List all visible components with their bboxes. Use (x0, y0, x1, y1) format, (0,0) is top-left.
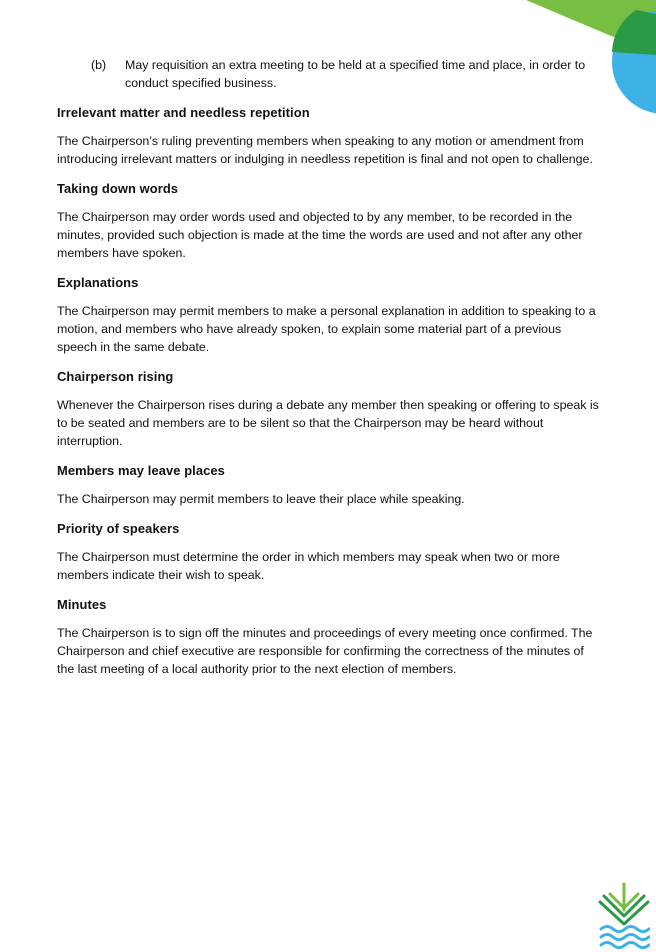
document-body (57, 56, 602, 678)
council-logo-icon (598, 880, 650, 950)
heading-members-leave-places: Members may leave places (57, 463, 225, 478)
list-item-text: May requisition an extra meeting to be held at a specified time and place, in order to conduct specified business. (125, 58, 586, 90)
heading-irrelevant-matter: Irrelevant matter and needless repetition (57, 105, 310, 120)
paragraph-minutes: The Chairperson is to sign off the minutes and proceedings of every meeting once confirmed. The Chairperson and chief executive are responsible for confirming the correctness of the minutes of the last meeting of a local authority prior to the next election of members. (57, 626, 593, 676)
paragraph-taking-down-words: The Chairperson may order words used and objected to by any member, to be recorded in the minutes, provided such objection is made at the time the words are used and not after any other members have spoken. (57, 210, 583, 260)
heading-priority-of-speakers: Priority of speakers (57, 521, 180, 536)
heading-taking-down-words: Taking down words (57, 181, 179, 196)
paragraph-explanations: The Chairperson may permit members to make a personal explanation in addition to speaking to a motion, and members who have already spoken, to explain some material part of a previous speech in the same debate. (57, 304, 596, 354)
paragraph-members-leave-places: The Chairperson may permit members to leave their place while speaking. (57, 492, 465, 506)
paragraph-priority-of-speakers: The Chairperson must determine the order in which members may speak when two or more members indicate their wish to speak. (57, 550, 560, 582)
list-marker: (b) (91, 58, 107, 72)
heading-explanations: Explanations (57, 275, 139, 290)
paragraph-chairperson-rising: Whenever the Chairperson rises during a debate any member then speaking or offering to speak is to be seated and members are to be silent so that the Chairperson may be heard without interruption. (57, 398, 599, 448)
paragraph-irrelevant-matter: The Chairperson’s ruling preventing members when speaking to any motion or amendment from introducing irrelevant matters or indulging in needless repetition is final and not open to challenge. (57, 134, 593, 166)
heading-minutes: Minutes (57, 597, 107, 612)
heading-chairperson-rising: Chairperson rising (57, 369, 174, 384)
list-item-b (91, 56, 602, 92)
